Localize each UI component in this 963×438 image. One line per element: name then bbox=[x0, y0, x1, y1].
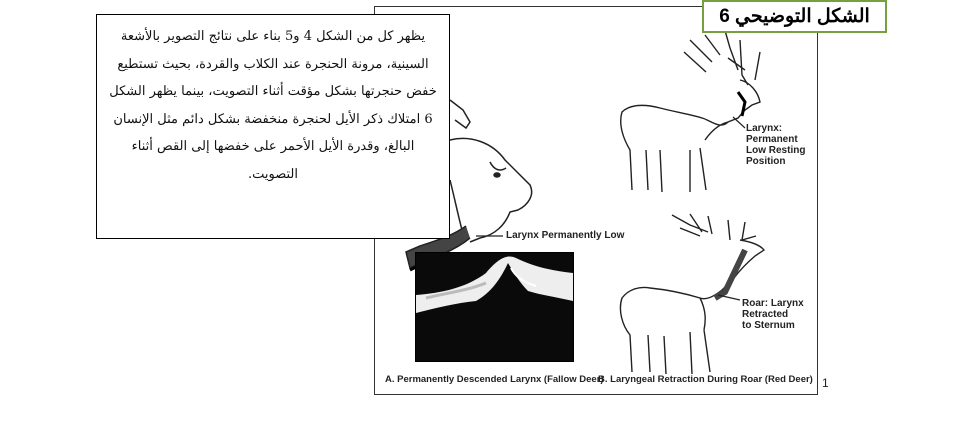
label-larynx-permanently-low: Larynx Permanently Low bbox=[506, 230, 625, 241]
xray-image bbox=[415, 252, 574, 362]
label-line: Low Resting bbox=[746, 145, 806, 156]
xray-shape bbox=[416, 253, 573, 361]
page-number: 1 bbox=[822, 376, 829, 390]
subcaption-a: A. Permanently Descended Larynx (Fallow Deer) bbox=[385, 374, 604, 385]
body-text: يظهر كل من الشكل 4 و5 بناء على نتائج التصوير بالأشعة السينية، مرونة الحنجرة عند الكلاب والقردة، بحيث تستطيع خفض حنجرتها بشكل مؤقت أثناء التصويت، بينما يظهر الشكل 6 امتلاك ذكر الأيل لحنجرة منخفضة بشكل دائم مثل الإنسان البالغ، وقدرة الأيل الأحمر على خفضها إلى القص أثناء التصويت. bbox=[109, 29, 437, 182]
label-larynx-permanent bbox=[746, 123, 805, 167]
red-deer-resting bbox=[621, 20, 760, 192]
label-roar-larynx bbox=[742, 298, 804, 331]
label-line: Retracted bbox=[742, 309, 789, 320]
pointer-line-top-right bbox=[733, 117, 745, 128]
red-deer-roaring bbox=[620, 214, 764, 374]
body-text-box bbox=[96, 14, 450, 239]
label-line: to Sternum bbox=[742, 320, 795, 331]
label-line: Larynx: bbox=[746, 123, 783, 134]
subcaption-b: B. Laryngeal Retraction During Roar (Red Deer) bbox=[598, 374, 813, 385]
figure-caption-box bbox=[702, 0, 887, 33]
label-line: Position bbox=[746, 156, 786, 167]
figure-caption-title: الشكل التوضيحي 6 bbox=[719, 6, 870, 27]
label-line: Permanent bbox=[746, 134, 798, 145]
label-line: Roar: Larynx bbox=[742, 298, 804, 309]
